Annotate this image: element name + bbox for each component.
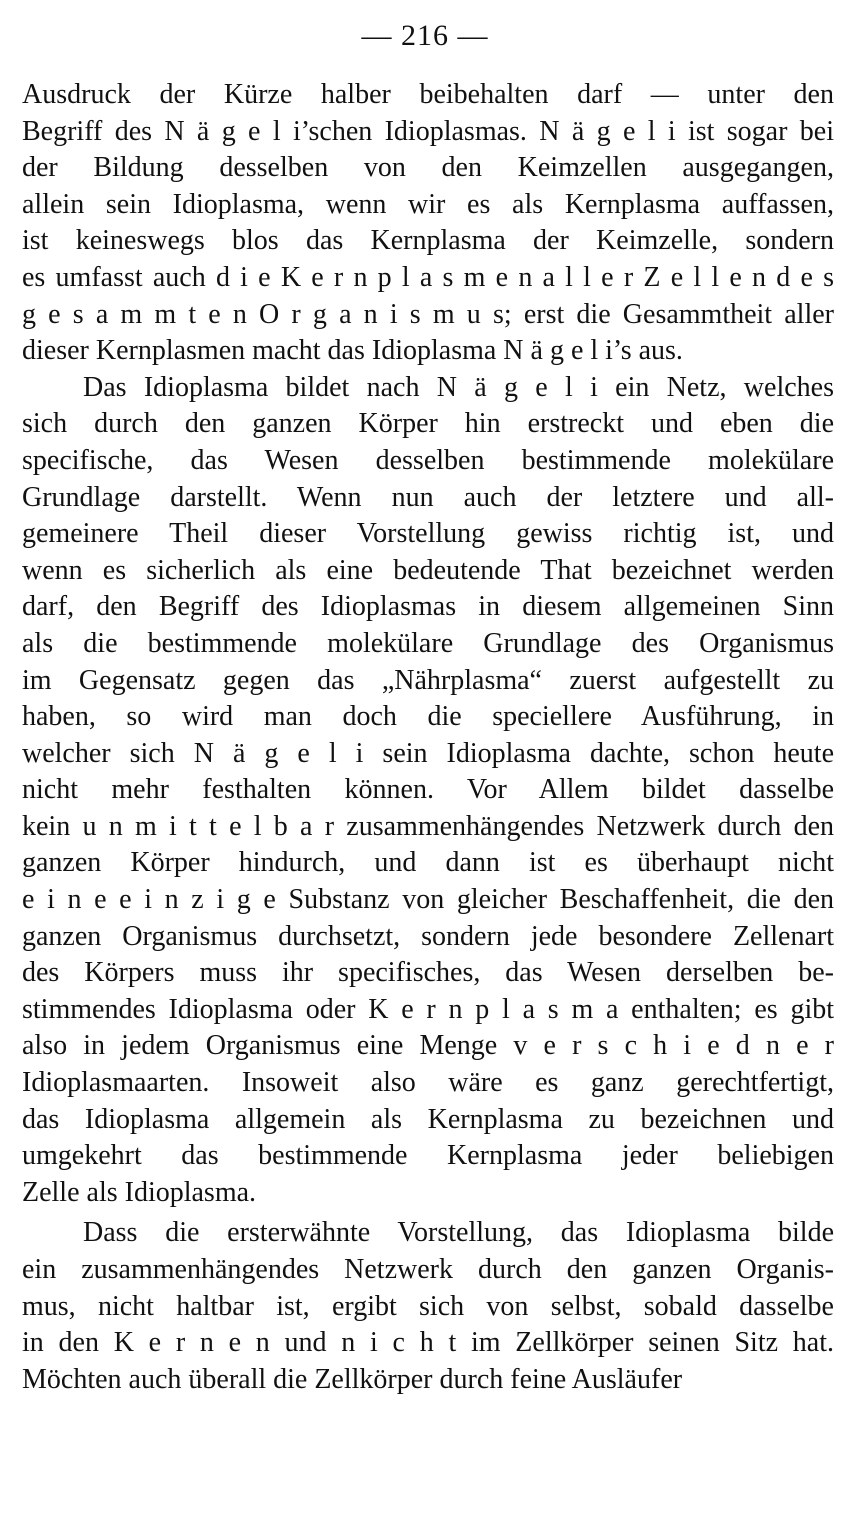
text-line: im Gegensatz gegen das „Nährplasma“ zuerst aufgestellt zu — [22, 664, 834, 696]
text-line: Möchten auch überall die Zellkörper durch feine Ausläufer — [22, 1363, 683, 1395]
text-line: kein u n m i t t e l b a r zusammenhängendes Netzwerk durch den — [22, 810, 834, 842]
text-line: Idioplasmaarten. Insoweit also wäre es ganz gerechtfertigt, — [22, 1067, 834, 1099]
text-line: allein sein Idioplasma, wenn wir es als Kernplasma auffassen, — [22, 188, 834, 220]
text-line: Ausdruck der Kürze halber beibehalten darf — unter den — [22, 79, 834, 110]
text-line: ganzen Körper hindurch, und dann ist es überhaupt nicht — [22, 847, 834, 879]
text-line: ganzen Organismus durchsetzt, sondern jede besondere Zellenart — [22, 920, 834, 952]
paragraph — [22, 370, 834, 1212]
text-line: ein zusammenhängendes Netzwerk durch den ganzen Organis- — [22, 1254, 834, 1285]
paragraph — [22, 77, 834, 370]
text-line: als die bestimmende molekülare Grundlage des Organismus — [22, 627, 834, 659]
text-line: g e s a m m t e n O r g a n i s m u s; erst die Gesammtheit aller — [22, 298, 834, 330]
text-line: specifische, das Wesen desselben bestimmende molekülare — [22, 444, 834, 476]
page-number: — 216 — — [361, 19, 489, 52]
text-line: mus, nicht haltbar ist, ergibt sich von selbst, sobald dasselbe — [22, 1290, 834, 1322]
text-line: ist keineswegs blos das Kernplasma der Keimzelle, sondern — [22, 225, 834, 257]
text-line: darf, den Begriff des Idioplasmas in diesem allgemeinen Sinn — [22, 591, 834, 623]
text-line: in den K e r n e n und n i c h t im Zellkörper seinen Sitz hat. — [22, 1327, 834, 1359]
text-line: umgekehrt das bestimmende Kernplasma jeder beliebigen — [22, 1140, 834, 1172]
text-line: des Körpers muss ihr specifisches, das Wesen derselben be- — [22, 957, 834, 989]
text-line: Zelle als Idioplasma. — [22, 1176, 257, 1208]
text-line: das Idioplasma allgemein als Kernplasma zu bezeichnen und — [22, 1103, 834, 1135]
text-line: der Bildung desselben von den Keimzellen ausgegangen, — [22, 152, 834, 184]
text-line: wenn es sicherlich als eine bedeutende That bezeichnet werden — [22, 554, 834, 586]
text-line: Begriff des N ä g e l i’schen Idioplasmas. N ä g e l i ist sogar bei — [22, 115, 834, 147]
text-line: Grundlage darstellt. Wenn nun auch der letztere und all- — [22, 481, 834, 513]
text-line: es umfasst auch d i e K e r n p l a s m e n a l l e r Z e l l e n d e s — [22, 261, 834, 293]
text-line: stimmendes Idioplasma oder K e r n p l a s m a enthalten; es gibt — [22, 993, 834, 1025]
text-line: also in jedem Organismus eine Menge v e r s c h i e d n e r — [22, 1030, 834, 1062]
text-line: gemeinere Theil dieser Vorstellung gewiss richtig ist, und — [22, 518, 834, 550]
text-line: Dass die ersterwähnte Vorstellung, das Idioplasma bilde — [83, 1217, 834, 1249]
text-line: dieser Kernplasmen macht das Idioplasma N ä g e l i’s aus. — [22, 335, 683, 367]
text-line: welcher sich N ä g e l i sein Idioplasma dachte, schon heute — [22, 737, 834, 769]
text-line: nicht mehr festhalten können. Vor Allem bildet dasselbe — [22, 774, 834, 806]
body-text — [22, 77, 834, 1398]
text-line: sich durch den ganzen Körper hin erstreckt und eben die — [22, 408, 834, 440]
text-line: Das Idioplasma bildet nach N ä g e l i ein Netz, welches — [83, 371, 834, 403]
text-line: e i n e e i n z i g e Substanz von gleicher Beschaffenheit, die den — [22, 884, 834, 916]
paragraph — [22, 1211, 834, 1398]
text-line: haben, so wird man doch die speciellere Ausführung, in — [22, 701, 834, 733]
